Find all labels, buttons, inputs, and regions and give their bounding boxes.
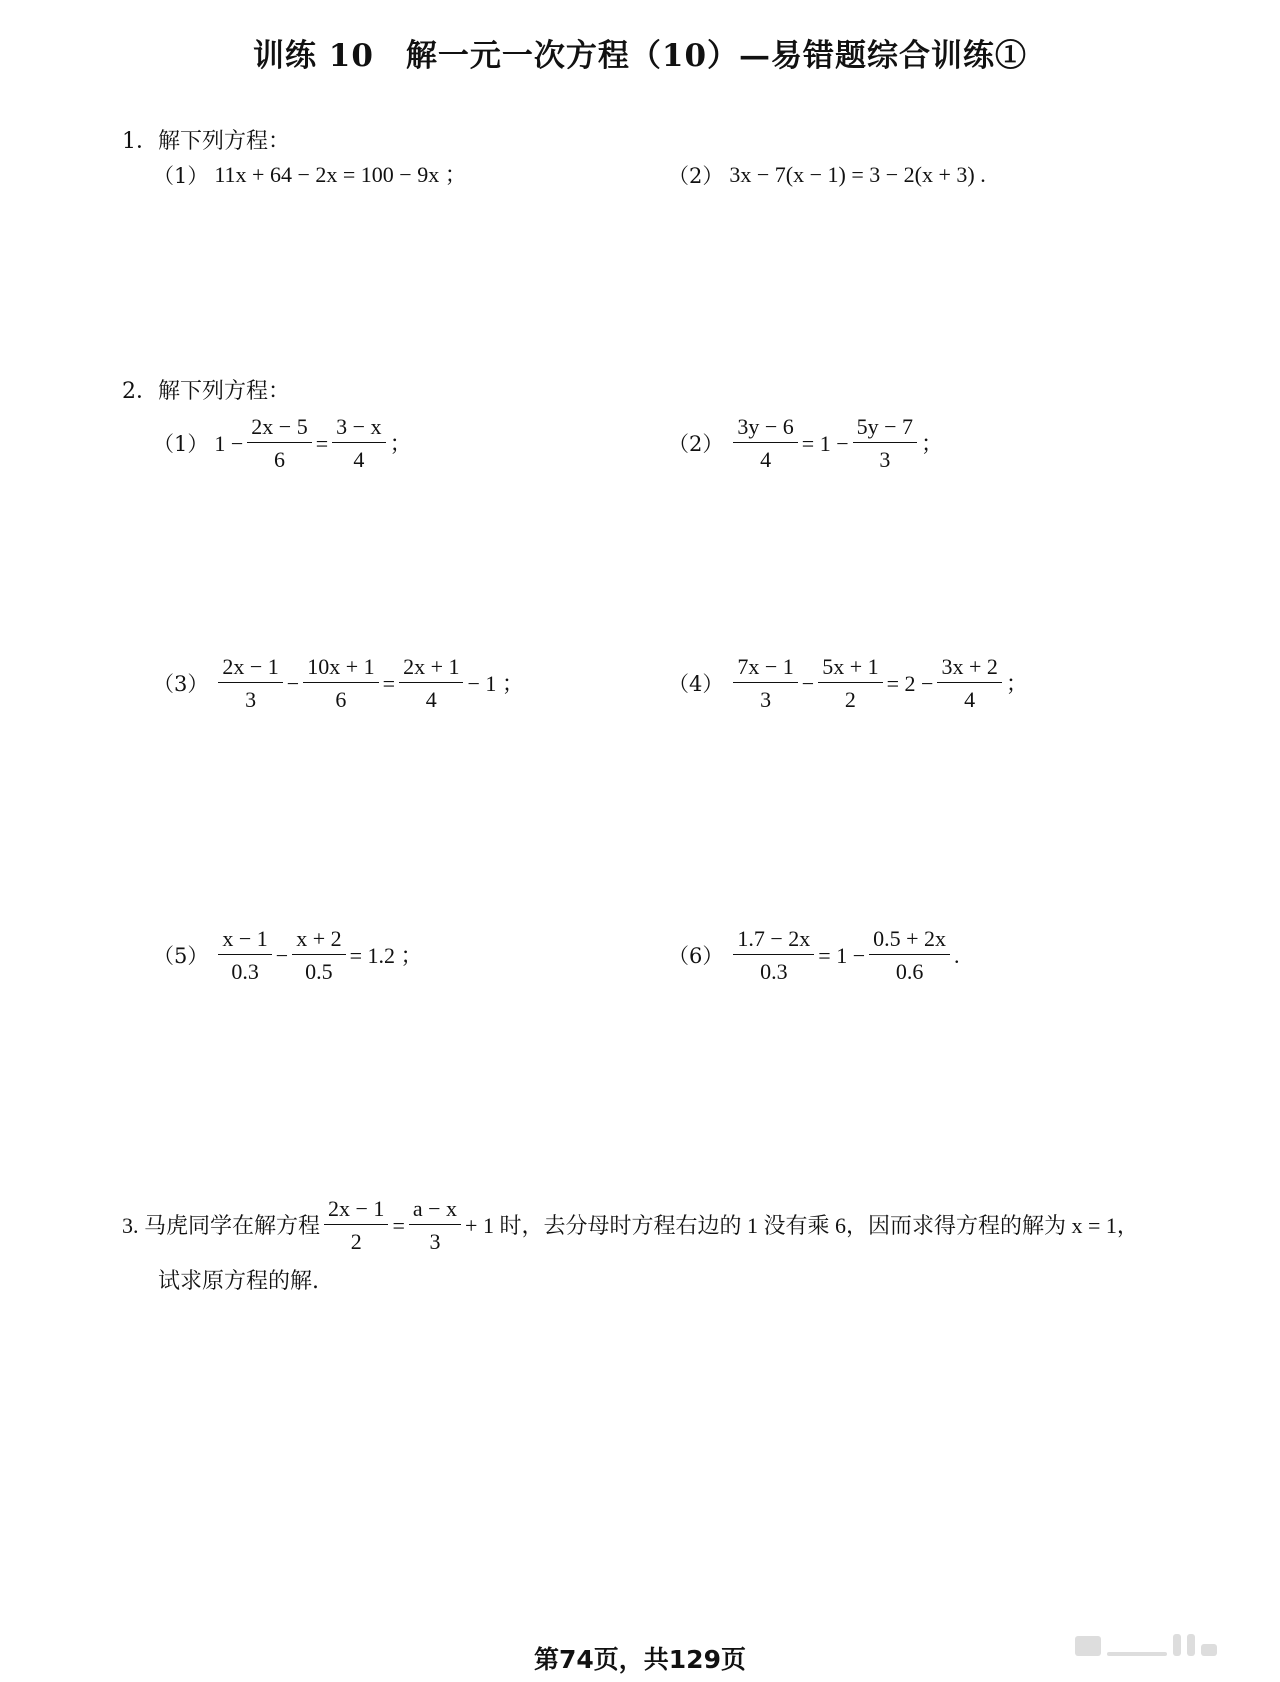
q1-part-1-equation: 11x + 64 − 2x = 100 − 9x ；	[214, 162, 467, 188]
fraction	[733, 414, 797, 473]
fraction	[218, 926, 271, 985]
numerator: 2x + 1	[399, 654, 463, 683]
denominator: 0.6	[895, 959, 924, 985]
q2-part-5-tail: = 1.2 ；	[349, 942, 423, 968]
minus-sign: −	[286, 670, 300, 696]
edge-mark	[1201, 1644, 1217, 1656]
q1-part-1-label: （1）	[153, 164, 209, 188]
q2-part-2	[668, 414, 943, 473]
q2-part-3-tail: − 1 ；	[467, 670, 524, 696]
numerator: 5x + 1	[818, 654, 882, 683]
punctuation: ；	[1005, 670, 1028, 696]
numerator: 2x − 1	[324, 1196, 388, 1225]
denominator: 3	[760, 687, 772, 713]
denominator: 3	[245, 687, 257, 713]
denominator: 2	[350, 1229, 362, 1255]
q2-part-4-label: （4）	[668, 672, 724, 697]
question-3	[122, 1196, 1139, 1255]
edge-mark	[1173, 1634, 1181, 1656]
denominator: 0.3	[760, 959, 788, 985]
numerator: 3y − 6	[733, 414, 797, 443]
q2-part-2-term: = 1 −	[801, 430, 849, 456]
fraction	[218, 654, 282, 713]
edge-mark	[1075, 1636, 1101, 1656]
fraction	[399, 654, 463, 713]
numerator: x + 2	[292, 926, 345, 955]
numerator: 2x − 5	[247, 414, 311, 443]
equals-sign: =	[392, 1212, 405, 1238]
question-3-statement: + 1 时，去分母时方程右边的 1 没有乘 6，因而求得方程的解为 x = 1，	[465, 1212, 1139, 1238]
denominator: 4	[760, 447, 772, 473]
q2-part-3	[153, 654, 524, 713]
q1-part-2-equation: 3x − 7(x − 1) = 3 − 2(x + 3) .	[729, 162, 986, 188]
numerator: 10x + 1	[303, 654, 378, 683]
denominator: 4	[964, 687, 976, 713]
denominator: 0.3	[231, 959, 259, 985]
denominator: 4	[353, 447, 365, 473]
q2-part-5-label: （5）	[153, 944, 209, 969]
edge-mark	[1187, 1634, 1195, 1656]
denominator: 4	[425, 687, 437, 713]
q2-part-6-term: = 1 −	[818, 942, 866, 968]
fraction	[303, 654, 378, 713]
q2-part-1-label: （1）	[153, 432, 209, 457]
q2-part-6	[668, 926, 960, 985]
question-3-intro: 3. 马虎同学在解方程	[122, 1212, 321, 1238]
question-3-line-2: 试求原方程的解.	[158, 1269, 319, 1294]
numerator: 5y − 7	[853, 414, 917, 443]
numerator: 3 − x	[332, 414, 385, 443]
fraction	[818, 654, 882, 713]
fraction	[733, 654, 797, 713]
denominator: 6	[335, 687, 347, 713]
fraction	[869, 926, 950, 985]
fraction	[247, 414, 311, 473]
fraction	[292, 926, 345, 985]
question-2-heading: 2．解下列方程：	[122, 379, 290, 404]
fraction	[853, 414, 917, 473]
scan-edge-marks	[1075, 1632, 1217, 1656]
minus-sign: −	[275, 942, 289, 968]
q2-part-5	[153, 926, 423, 985]
denominator: 3	[429, 1229, 441, 1255]
denominator: 0.5	[305, 959, 333, 985]
q2-part-3-label: （3）	[153, 672, 209, 697]
punctuation: ；	[921, 430, 944, 456]
fraction	[409, 1196, 461, 1255]
numerator: x − 1	[218, 926, 271, 955]
equals-sign: =	[382, 670, 396, 696]
numerator: 0.5 + 2x	[869, 926, 950, 955]
numerator: a − x	[409, 1196, 461, 1225]
q1-part-1	[153, 160, 467, 190]
punctuation: .	[954, 942, 960, 968]
edge-mark	[1107, 1652, 1167, 1656]
q2-part-2-label: （2）	[668, 432, 724, 457]
denominator: 3	[879, 447, 891, 473]
minus-sign: −	[801, 670, 815, 696]
page-footer: 第74页，共129页	[534, 1645, 746, 1674]
q2-part-6-label: （6）	[668, 944, 724, 969]
q2-part-4-term: = 2 −	[886, 670, 934, 696]
denominator: 2	[844, 687, 856, 713]
numerator: 7x − 1	[733, 654, 797, 683]
denominator: 6	[274, 447, 285, 473]
fraction	[332, 414, 385, 473]
q1-part-2-label: （2）	[668, 164, 724, 188]
punctuation: ；	[389, 430, 412, 456]
equals-sign: =	[315, 430, 329, 456]
q2-part-1	[153, 414, 412, 473]
numerator: 1.7 − 2x	[733, 926, 814, 955]
q1-part-2	[668, 160, 986, 190]
q2-part-1-term: 1 −	[214, 430, 244, 456]
fraction	[733, 926, 814, 985]
q2-part-4	[668, 654, 1028, 713]
question-1-heading: 1．解下列方程：	[122, 129, 290, 154]
numerator: 2x − 1	[218, 654, 282, 683]
fraction	[324, 1196, 388, 1255]
numerator: 3x + 2	[937, 654, 1001, 683]
fraction	[937, 654, 1001, 713]
page-title: 训练 10 解一元一次方程（10）—易错题综合训练①	[252, 38, 1028, 74]
